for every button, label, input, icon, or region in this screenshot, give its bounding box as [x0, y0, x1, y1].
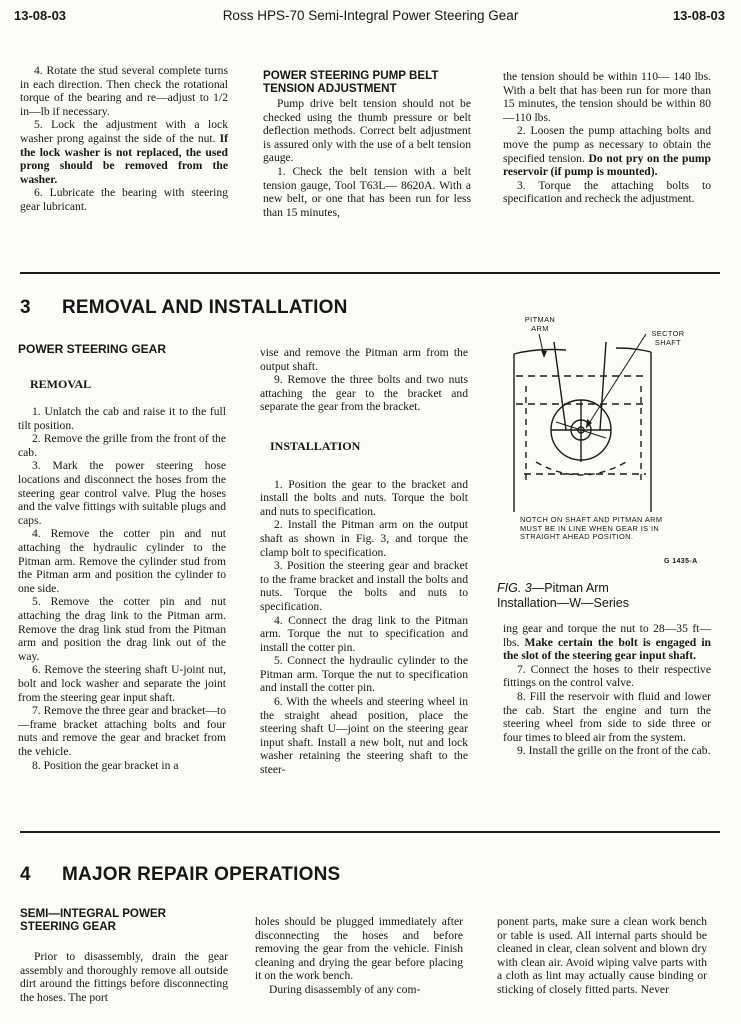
step-5-text: 5. Lock the adjustment with a lock washer prong against the side of the nut. If the lock washer is not replaced, the used prong should be removed from the washer.	[20, 118, 228, 186]
removal-step: 3. Mark the power steering hose locations and disconnect the hoses from the steering gear control valve. Plug the hoses and the valve fittings with suitable plugs and caps.	[18, 459, 226, 527]
removal-step: 1. Unlatch the cab and raise it to the full tilt position.	[18, 405, 226, 432]
page-number-right: 13-08-03	[672, 8, 725, 23]
section-3-column-1	[18, 343, 226, 772]
install-step: 4. Connect the drag link to the Pitman arm. Torque the nut to specification and install the cotter pin.	[260, 613, 468, 654]
belt-step-1: 1. Check the belt tension with a belt tension gauge, Tool T63L— 8620A. With a new belt, or one that has been run for less than 15 minutes,	[263, 164, 471, 219]
removal-heading: REMOVAL	[30, 376, 92, 391]
running-title: Ross HPS-70 Semi-Integral Power Steering Gear	[222, 8, 519, 23]
belt-tension-intro: Pump drive belt tension should not be checked using the thumb pressure or belt deflection methods. Correct belt adjustment is assured only with the use of a belt tension gauge.	[263, 97, 471, 165]
install-step: 1. Position the gear to the bracket and install the bolts and nuts. Torque the bolt and nuts to specification.	[260, 477, 468, 518]
power-steering-gear-subhead: POWER STEERING GEAR	[18, 342, 167, 356]
removal-step: 2. Remove the grille from the front of the cab.	[18, 432, 226, 459]
belt-step-2-warning: Do not pry on the pump reservoir (if pump is mounted).	[503, 151, 711, 179]
removal-step: 5. Remove the cotter pin and nut attaching the drag link to the Pitman arm. Remove the drag link stud from the Pitman arm and position the drag link out of the way.	[18, 595, 226, 663]
belt-step-2: 2. Loosen the pump attaching bolts and move the pump as necessary to obtain the specified tension. Do not pry on the pump reservoir (if pump is mounted).	[503, 124, 711, 179]
removal-step: 6. Remove the steering shaft U-joint nut, bolt and lock washer and separate the joint from the steering gear input shaft.	[18, 663, 226, 704]
install-step: 7. Connect the hoses to their respective fittings on the control valve.	[503, 662, 711, 690]
top-column-2	[263, 70, 471, 219]
semi-integral-subhead: SEMI—INTEGRAL POWER STEERING GEAR	[20, 907, 167, 933]
install-step-6-warning: Make certain the bolt is engaged in the slot of the steering gear input shaft.	[503, 635, 711, 663]
install-step: 5. Connect the hydraulic cylinder to the Pitman arm. Torque the nut to specification and install the cotter pin.	[260, 654, 468, 695]
install-step: 6. With the wheels and steering wheel in the straight ahead position, place the steering shaft U—joint on the steering gear input shaft. Install a new bolt, nut and lock washer retaining the steering shaft to the steer-	[260, 695, 468, 777]
step-4-text: 4. Rotate the stud several complete turns in each direction. Then check the rotational torque of the bearing and re—adjust to 1/2 in—lb if necessary.	[20, 64, 228, 118]
page-number-left: 13-08-03	[14, 8, 67, 23]
top-column-3	[503, 70, 711, 206]
section-4-heading: 4 MAJOR REPAIR OPERATIONS	[20, 864, 341, 885]
step-5-warning: If the lock washer is not replaced, the used prong should be removed from the washer.	[20, 131, 228, 186]
disassembly-paragraph-2: During disassembly of any com-	[269, 982, 421, 996]
removal-step-8-continued: vise and remove the Pitman arm from the output shaft.	[260, 346, 468, 373]
section-4-column-1	[20, 908, 228, 1004]
removal-step: 4. Remove the cotter pin and nut attaching the hydraulic cylinder to the Pitman arm. Remove the cylinder stud from the Pitman arm and position the cylinder to one side.	[18, 527, 226, 595]
label-sector-shaft: SECTOR SHAFT	[651, 329, 685, 347]
top-column-1	[20, 64, 228, 214]
section-divider-1	[20, 272, 720, 274]
section-4-column-3	[497, 915, 707, 997]
install-step: 9. Install the grille on the front of the cab.	[517, 744, 711, 758]
disassembly-continued: holes should be plugged immediately after disconnecting the hoses and before removing the gear from the vehicle. Finish cleaning and drying the gear before placing it on the work bench.	[255, 915, 463, 983]
installation-heading: INSTALLATION	[270, 438, 361, 453]
install-step: 3. Position the steering gear and bracket to the frame bracket and install the bolts and nuts. Torque the bolts and nuts to specification.	[260, 559, 468, 613]
section-3-heading: 3 REMOVAL AND INSTALLATION	[20, 297, 348, 318]
figure-caption: FIG. 3—Pitman Arm Installation—W—Series	[497, 581, 629, 610]
disassembly-intro: Prior to disassembly, drain the gear assembly and thoroughly remove all outside dirt around the fittings before disconnecting the hoses. The port	[20, 950, 228, 1004]
figure-code: G 1435-A	[664, 558, 698, 565]
removal-step: 7. Remove the three gear and bracket—to—frame bracket attaching bolts and four nuts and remove the gear and bracket from the vehicle.	[18, 704, 226, 758]
belt-tension-heading: POWER STEERING PUMP BELT TENSION ADJUSTMENT	[263, 69, 439, 95]
belt-tension-continued: the tension should be within 110— 140 lbs. With a belt that has been run for more than 15 minutes, the tension should be within 80—110 lbs.	[503, 70, 711, 124]
removal-step-9: 9. Remove the three bolts and two nuts attaching the gear to the bracket and separate the gear from the bracket.	[260, 373, 468, 414]
disassembly-cleaning: ponent parts, make sure a clean work bench or table is used. All internal parts should be cleaned in clear, clean solvent and blown dry with clean air. Avoid wiping valve parts with a cloth as lint may actually cause binding or sticking of closely fitted parts. Never	[497, 915, 707, 996]
install-step-6-continued: ing gear and torque the nut to 28—35 ft—lbs. Make certain the bolt is engaged in the slot of the steering gear input shaft.	[503, 622, 711, 663]
section-divider-2	[20, 831, 720, 833]
section-3-column-3	[503, 622, 711, 758]
install-step: 2. Install the Pitman arm on the output shaft as shown in Fig. 3, and torque the clamp bolt to specification.	[260, 518, 468, 559]
step-6-text: 6. Lubricate the bearing with steering gear lubricant.	[20, 186, 228, 213]
section-4-column-2	[255, 915, 463, 997]
section-3-column-2	[260, 346, 468, 777]
belt-step-3: 3. Torque the attaching bolts to specification and recheck the adjustment.	[503, 178, 711, 206]
removal-step: 8. Position the gear bracket in a	[32, 758, 179, 772]
figure-note: NOTCH ON SHAFT AND PITMAN ARM MUST BE IN LINE WHEN GEAR IS IN STRAIGHT AHEAD POSITION.	[520, 515, 663, 542]
label-pitman-arm: PITMAN ARM	[524, 315, 556, 333]
install-step: 8. Fill the reservoir with fluid and lower the cab. Start the engine and turn the steering wheel from side to side three or four times to bleed air from the system.	[503, 689, 711, 744]
